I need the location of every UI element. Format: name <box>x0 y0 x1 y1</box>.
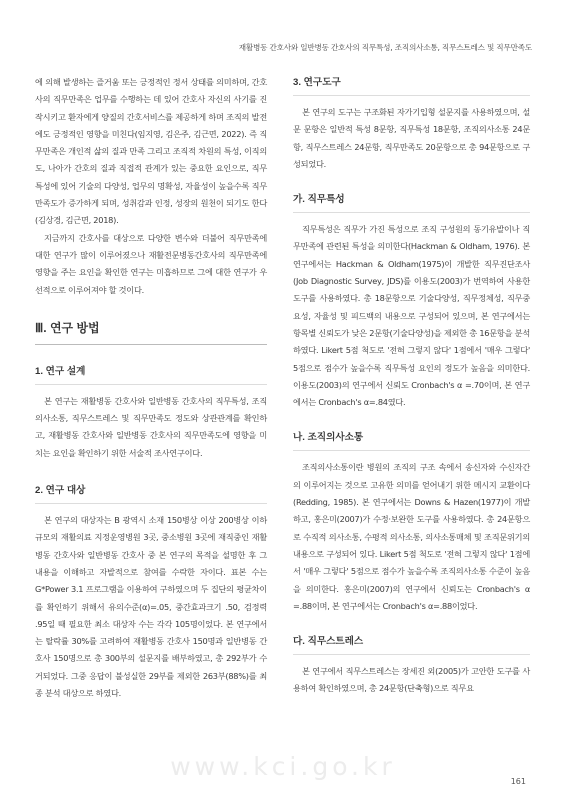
subsection-title-instruments: 3. 연구도구 <box>293 74 530 96</box>
design-paragraph: 본 연구는 재활병동 간호사와 일반병동 간호사의 직무특성, 조직의사소통, 직무스트레스 및 직무만족도 정도와 상관관계를 확인하고, 재활병동 간호사와 일반병동 간호사의 직무만족도에 영향을 미치는 요인을 확인하기 위한 서술적 조사연구이다. <box>35 395 267 458</box>
instruments-paragraph: 본 연구의 도구는 구조화된 자가기입형 설문지를 사용하였으며, 설문 문항은 일반적 특성 8문항, 직무특성 18문항, 조직의사소통 24문항, 직무스트레스 24문항, 직무만족도 20문항으로 총 94문항으로 구성되었다. <box>293 107 530 169</box>
subsection-title-job-stress: 다. 직무스트레스 <box>293 633 530 655</box>
subsection-title-subjects: 2. 연구 대상 <box>35 482 267 504</box>
organizational-communication-paragraph: 조직의사소통이란 병원의 조직의 구조 속에서 송신자와 수신자간의 이루어지는 것으로 고유한 의미를 얻어내기 위한 메시지 교환이다(Redding, 1985). 본 연구에서는 Downs & Hazen(1977)이 개발하고, 홍은미(2007)가 수정·보완한 도구를 사용하였다. 총 24문항으로 수직적 의사소통, 수평적 의사소통, 의사소통매체 및 조직문위기의 내용으로 구성되어 있다. Likert 5점 척도로 '전혀 그렇지 않다' 1점에서 '매우 그렇다' 5점으로 점수가 높을수록 조직의사소통 수준이 높음을 의미한다. 홍은미(2007)의 연구에서 신뢰도는 Cronbach's α =.88이며, 본 연구에서는 Cronbach's α=.88이었다. <box>293 462 530 611</box>
job-characteristics-paragraph: 직무특성은 직무가 가진 특성으로 조직 구성원의 동기유발이나 직무만족에 관련된 특성을 의미한다(Hackman & Oldham, 1976). 본 연구에서는 Hackman & Oldham(1975)이 개발한 직무진단조사(Job Diagnostic Survey, JDS)를 이용도(2003)가 번역하여 사용한 도구를 사용하였다. 총 18문항으로 기술다양성, 직무정체성, 직무중요성, 자율성 및 피드백의 내용으로 구성되어 있으며, 본 연구에서는 항목별 신뢰도가 낮은 2문항(기술다양성)을 제외한 총 16문항을 분석하였다. Likert 5점 척도로 '전혀 그렇지 않다' 1점에서 '매우 그렇다' 5점으로 점수가 높을수록 직무특성 요인의 정도가 높음을 의미한다. 이용도(2003)의 연구에서 신뢰도 Cronbach's α =.70이며, 본 연구에서는 Cronbach's α=.84였다. <box>293 224 530 408</box>
page-number: 161 <box>510 777 526 786</box>
subsection-title-design: 1. 연구 설계 <box>35 363 267 385</box>
left-column <box>35 74 267 702</box>
intro-paragraph-continued: 에 의해 발생하는 즐거움 또는 긍정적인 정서 상태를 의미하며, 간호사의 직무만족은 업무를 수행하는 데 있어 간호사 자신의 사기를 진작시키고 환자에게 양질의 간호서비스를 제공하게 하며 조직의 발전에도 긍정적인 영향을 미친다(임지영, 김은주, 김근면, 2022). 즉 직무만족은 개인적 삶의 질과 만족 그리고 조직적 차원의 특성, 이직의도, 나아가 간호의 질과 직접적 관계가 있는 중요한 요인으로, 직무특성에 있어 기술의 다양성, 업무의 명확성, 자율성이 높을수록 직무만족도가 증가하게 되며, 성취감과 인정, 성장의 원천이 되기도 한다(김상경, 김근면, 2018). <box>35 77 267 226</box>
section-title-methods: Ⅲ. 연구 방법 <box>35 319 267 345</box>
subjects-paragraph: 본 연구의 대상자는 B 광역시 소재 150병상 이상 200병상 이하 규모의 재활의료 지정운영병원 3곳, 중소병원 3곳에 재직중인 재활병동 간호사와 일반병동 간호사 중 본 연구의 목적을 설명한 후 그 내용을 이해하고 자발적으로 참여를 수락한 자이다. 표본 수는 G*Power 3.1 프로그램을 이용하여 구하였으며 두 집단의 평균차이를 확인하기 위해서 유의수준(α)=.05, 중간효과크기 .50, 검정력 .95일 때 필요한 최소 대상자 수는 각각 105명이었다. 본 연구에서는 탈락률 30%를 고려하여 재활병동 간호사 150명과 일반병동 간호사 150명으로 총 300부의 설문지를 배부하였고, 총 292부가 수거되었다. 그중 응답이 불성실한 29부를 제외한 263부(88%)를 최종 분석 대상으로 하였다. <box>35 515 267 699</box>
job-stress-paragraph: 본 연구에서 직무스트레스는 장세진 외(2005)가 고안한 도구를 사용하여 확인하였으며, 총 24문항(단축형)으로 직무요 <box>293 666 530 694</box>
running-header: 재활병동 간호사와 일반병동 간호사의 직무특성, 조직의사소통, 직무스트레스 및 직무만족도 <box>238 43 532 52</box>
right-column <box>293 74 530 698</box>
subsection-title-organizational-communication: 나. 조직의사소통 <box>293 429 530 451</box>
kci-watermark: www.kci.go.kr <box>170 752 396 781</box>
subsection-title-job-characteristics: 가. 직무특성 <box>293 191 530 213</box>
intro-paragraph-2: 지금까지 간호사를 대상으로 다양한 변수와 더불어 직무만족에 대한 연구가 많이 이루어졌으나 재활전문병동간호사의 직무만족에 영향을 주는 요인을 확인한 연구는 미흡하므로 그에 대한 연구가 우선적으로 이루어져야 할 것이다. <box>35 232 267 295</box>
